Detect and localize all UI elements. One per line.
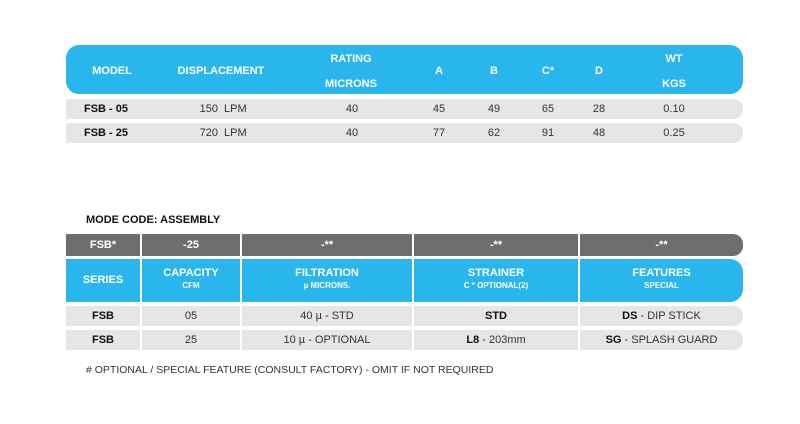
divider xyxy=(140,259,142,302)
table-row xyxy=(66,123,743,143)
cell-b: 62 xyxy=(487,127,501,139)
cell-wt: 0.25 xyxy=(663,127,685,139)
header-displacement: DISPLACEMENT xyxy=(177,65,265,77)
model-code-bar xyxy=(66,234,743,256)
cell-series-value: FSB xyxy=(92,334,114,346)
divider xyxy=(240,234,242,256)
divider xyxy=(412,234,414,256)
header-series xyxy=(66,274,140,287)
cell-d: 28 xyxy=(592,103,606,115)
cell-series-value: FSB xyxy=(92,310,114,322)
code-series: FSB* xyxy=(89,239,117,251)
cell-microns: 40 xyxy=(345,103,359,115)
cell-strainer xyxy=(414,306,578,326)
cell-features xyxy=(580,306,743,326)
cell-c: 91 xyxy=(541,127,555,139)
header-filtration-sub: µ MICRONS. xyxy=(303,281,351,290)
cell-series xyxy=(66,330,140,350)
cell-capacity: 05 xyxy=(142,306,240,326)
header-b: B xyxy=(490,65,498,77)
code-strainer: -** xyxy=(489,239,503,251)
cell-b: 49 xyxy=(487,103,501,115)
code-features: -** xyxy=(655,239,668,251)
spec-table-header xyxy=(66,45,743,94)
cell-unit: LPM xyxy=(224,127,247,139)
cell-features xyxy=(580,330,743,350)
footnote: # OPTIONAL / SPECIAL FEATURE (CONSULT FACTORY) - OMIT IF NOT REQUIRED xyxy=(86,364,494,376)
header-microns: MICRONS xyxy=(325,78,377,90)
header-capacity xyxy=(142,267,240,291)
table-row xyxy=(66,306,743,326)
header-wt: WT xyxy=(665,53,683,65)
cell-filtration: 10 µ - OPTIONAL xyxy=(242,330,412,350)
divider xyxy=(578,234,580,256)
feature-desc: - SPLASH GUARD xyxy=(621,334,718,346)
header-features-label: FEATURES xyxy=(632,267,691,279)
cell-model: FSB - 05 xyxy=(83,103,128,115)
header-kgs: KGS xyxy=(662,78,686,90)
cell-model: FSB - 25 xyxy=(83,127,128,139)
assembly-header xyxy=(66,259,743,302)
cell-c: 65 xyxy=(541,103,555,115)
header-filtration-label: FILTRATION xyxy=(295,267,359,279)
table-row xyxy=(66,99,743,119)
header-a: A xyxy=(435,65,443,77)
table-row xyxy=(66,330,743,350)
strainer-code: STD xyxy=(485,310,507,322)
cell-series xyxy=(66,306,140,326)
cell-strainer xyxy=(414,330,578,350)
header-capacity-sub: CFM xyxy=(182,281,200,290)
cell-filtration: 40 µ - STD xyxy=(242,306,412,326)
header-c: C* xyxy=(541,65,555,77)
divider xyxy=(412,259,414,302)
cell-unit: LPM xyxy=(224,103,247,115)
header-model: MODEL xyxy=(92,65,132,77)
feature-code: DS xyxy=(622,310,638,322)
cell-a: 77 xyxy=(432,127,446,139)
divider xyxy=(578,259,580,302)
cell-displacement: 150 xyxy=(199,103,218,115)
strainer-desc: - 203mm xyxy=(479,334,526,346)
header-strainer-label: STRAINER xyxy=(467,267,525,279)
feature-code: SG xyxy=(605,334,622,346)
cell-capacity: 25 xyxy=(142,330,240,350)
header-strainer xyxy=(414,267,578,291)
header-d: D xyxy=(595,65,603,77)
header-series-label: SERIES xyxy=(82,274,124,286)
header-features-sub: SPECIAL xyxy=(644,281,679,290)
cell-a: 45 xyxy=(432,103,446,115)
header-capacity-label: CAPACITY xyxy=(163,267,219,279)
divider xyxy=(240,259,242,302)
cell-microns: 40 xyxy=(345,127,359,139)
strainer-code: L8 xyxy=(466,334,480,346)
header-features xyxy=(580,267,743,291)
divider xyxy=(140,234,142,256)
header-filtration xyxy=(242,267,412,291)
code-capacity: -25 xyxy=(183,239,199,251)
cell-displacement: 720 xyxy=(199,127,218,139)
header-rating: RATING xyxy=(330,53,372,65)
cell-wt: 0.10 xyxy=(663,103,685,115)
feature-desc: - DIP STICK xyxy=(637,310,701,322)
code-filtration: -** xyxy=(320,239,334,251)
header-strainer-sub: C * OPTIONAL(2) xyxy=(463,281,529,290)
cell-d: 48 xyxy=(592,127,606,139)
assembly-title: MODE CODE: ASSEMBLY xyxy=(86,214,221,226)
